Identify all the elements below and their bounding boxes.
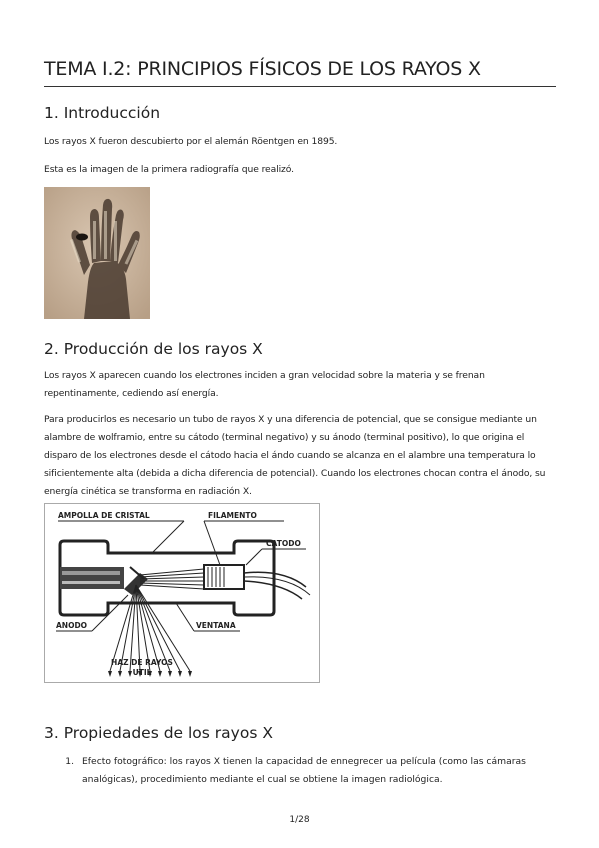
list-item-number: 1. — [65, 756, 74, 767]
first-radiograph-image — [44, 187, 150, 319]
section-heading-propiedades: 3. Propiedades de los rayos X — [44, 724, 273, 742]
page-title: TEMA I.2: PRINCIPIOS FÍSICOS DE LOS RAYOS X — [44, 58, 556, 87]
label-ampolla: AMPOLLA DE CRISTAL — [58, 511, 150, 520]
label-ventana: VENTANA — [196, 621, 236, 630]
label-catodo: CATODO — [266, 539, 301, 548]
paragraph: Los rayos X fueron descubierto por el alemán Röentgen en 1895. — [44, 136, 338, 147]
section-heading-introduccion: 1. Introducción — [44, 104, 161, 122]
page-number: 1/28 — [289, 815, 310, 825]
paragraph: Los rayos X aparecen cuando los electrones inciden a gran velocidad sobre la materia y se frenan repentinamente, cediendo así energía. — [44, 370, 485, 399]
paragraph: Para producirlos es necesario un tubo de rayos X y una diferencia de potencial, que se consigue mediante un alambre de wolframio, entre su cátodo (terminal negativo) y su ánodo (terminal positivo), lo que origina el disparo de los electrones desde el cátodo hacia el ándo cuando se alcanza en el alambre una temperatura lo sificientemente alta (debida a dicha diferencia de potencial). Cuando los electrones chocan contra el ánodo, su energía cinética se transforma en radiación X. — [44, 414, 546, 497]
label-haz-line1: HAZ DE RAYOS — [111, 658, 173, 667]
paragraph: Esta es la imagen de la primera radiografía que realizó. — [44, 164, 294, 175]
label-filamento: FILAMENTO — [208, 511, 257, 520]
list-item — [44, 753, 556, 789]
properties-list — [44, 753, 556, 789]
section-heading-produccion: 2. Producción de los rayos X — [44, 340, 263, 358]
xray-tube-diagram — [44, 503, 320, 683]
list-item-text: Efecto fotográfico: los rayos X tienen la capacidad de ennegrecer ua película (como las cámaras analógicas), procedimiento mediante el cual se obtiene la imagen radiológica. — [82, 756, 526, 785]
label-haz-line2: UTIL — [132, 668, 152, 677]
label-anodo: ANODO — [56, 621, 88, 630]
